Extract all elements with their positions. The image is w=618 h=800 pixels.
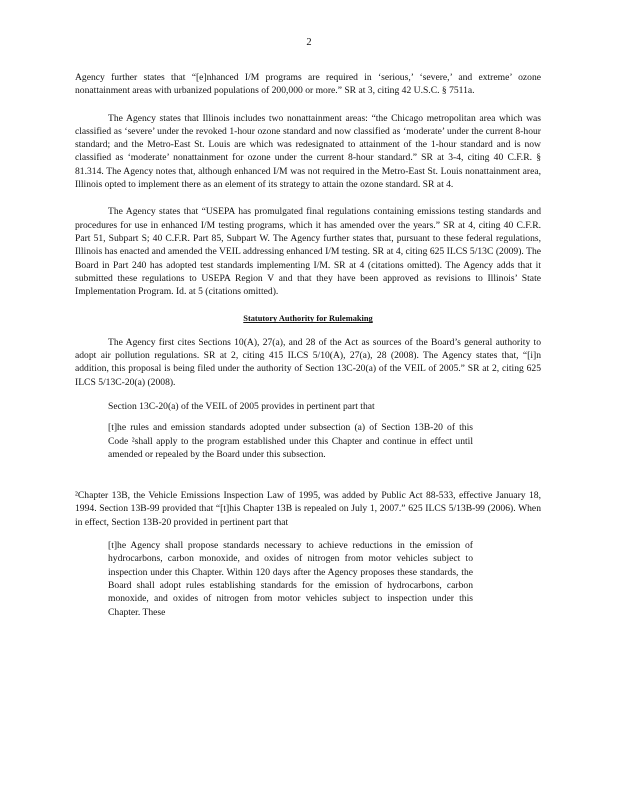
footnote-quote: [t]he Agency shall propose standards necessary to achieve reductions in the emission of hydrocarbons, carbon monoxide, and oxides of nitrogen from motor vehicles subject to inspection under this Chapter. Within 120 days after the Agency proposes these standards, the Board shall adopt rules establishing standards for the emission of hydrocarbons, carbon monoxide, and oxides of nitrogen from motor vehicles subject to inspection under this Chapter. These — [108, 540, 473, 618]
quote-intro: Section 13C-20(a) of the VEIL of 2005 provides in pertinent part that — [108, 400, 375, 412]
page-number: 2 — [306, 37, 312, 48]
paragraph-nonattainment-areas: The Agency states that Illinois includes two nonattainment areas: “the Chicago metropolitan area which was classified as ‘severe’ under the revoked 1-hour ozone standard and now classified as ‘moderate’ under the current 8-hour standard; and the Metro-East St. Louis are which was redesignated to attainment of the 1-hour standard and is now classified as ‘moderate’ nonattainment for ozone under the current 8-hour standard.” SR at 3-4, citing 40 C.F.R. § 81.314. The Agency notes that, although enhanced I/M was not required in the Metro-East St. Louis nonattainment area, Illinois opted to implement there as an element of its strategy to attain the ozone standard. SR at 4. — [75, 112, 541, 191]
paragraph-continued: Agency further states that “[e]nhanced I/M programs are required in ‘serious,’ ‘severe,’ and extreme’ ozone nonattainment areas with urbanized populations of 200,000 or more.” SR at 3, citing 42 U.S.C. § 7511a. — [75, 72, 541, 97]
footnote — [75, 489, 541, 619]
block-quote: [t]he rules and emission standards adopted under subsection (a) of Section 13B-20 of this Code ²shall apply to the program established under this Chapter and continue in effect until amended or repealed by the Board under this subsection. — [108, 422, 473, 460]
footnote-text: ²Chapter 13B, the Vehicle Emissions Inspection Law of 1995, was added by Public Act 88-533, effective January 18, 1994. Section 13B-99 provided that “[t]his Chapter 13B is repealed on July 1, 2007.” 625 ILCS 5/13B-99 (2006). When in effect, Section 13B-20 provided in pertinent part that — [75, 490, 541, 528]
paragraph-usepa-regulations: The Agency states that “USEPA has promulgated final regulations containing emissions testing standards and procedures for use in enhanced I/M testing programs, which it has amended over the years.” SR at 4, citing 40 C.F.R. Part 51, Subpart S; 40 C.F.R. Part 85, Subpart W. The Agency further states that, pursuant to these federal regulations, Illinois has enacted and amended the VEIL addressing enhanced I/M testing. SR at 4, citing 625 ILCS 5/13C (2009). The Board in Part 240 has adopted test standards implementing I/M. SR at 4 (citations omitted). The Agency adds that it submitted these regulations to USEPA Region V and that they have been approved as revisions to Illinois’ State Implementation Program. Id. at 5 (citations omitted). — [75, 206, 541, 298]
section-heading: Statutory Authority for Rulemaking — [243, 314, 373, 324]
document-body — [75, 71, 541, 619]
paragraph-statutory-authority: The Agency first cites Sections 10(A), 27(a), and 28 of the Act as sources of the Board’s general authority to adopt air pollution regulations. SR at 2, citing 415 ILCS 5/10(A), 27(a), 28 (2008). The Agency states that, “[i]n addition, this proposal is being filed under the authority of Section 13C-20(a) of the VEIL of 2005.” SR at 2, citing 625 ILCS 5/13C-20(a) (2008). — [75, 336, 541, 388]
